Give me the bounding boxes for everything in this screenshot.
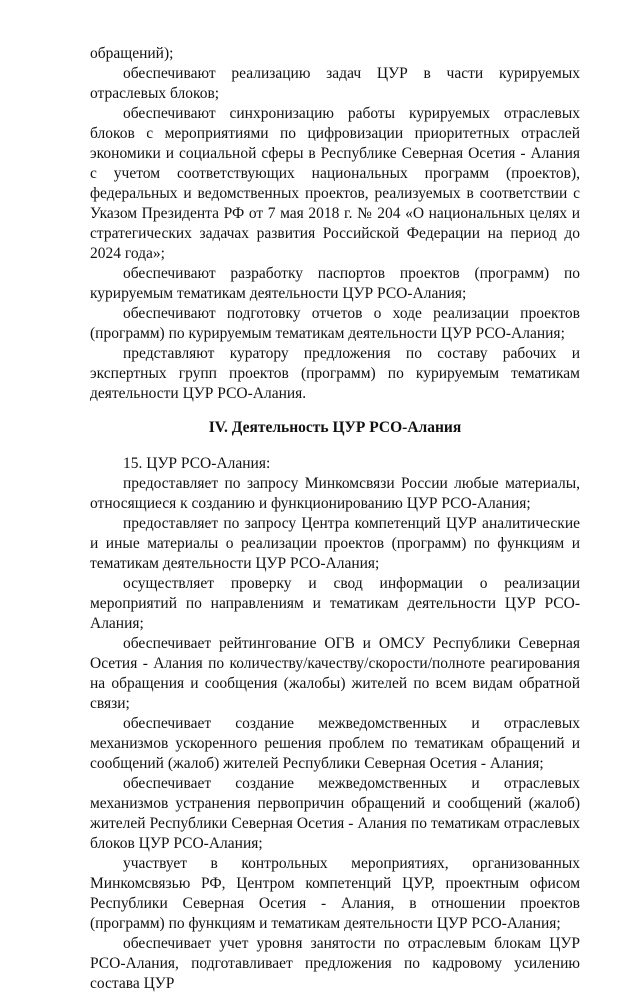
paragraph-materials-ministry: предоставляет по запросу Минкомсвязи России любые материалы, относящиеся к созданию и функционированию ЦУР РСО-Алания; <box>90 475 580 512</box>
paragraph-reports: обеспечивают подготовку отчетов о ходе реализации проектов (программ) по курируемым тематикам деятельности ЦУР РСО-Алания; <box>90 305 580 342</box>
paragraph-control-activities: участвует в контрольных мероприятиях, организованных Минкомсвязью РФ, Центром компетенций ЦУР, проектным офисом Республики Северная Осетия - Алания, в отношении проектов (программ) по функциям и тематикам деятельности ЦУР РСО-Алания; <box>90 855 580 932</box>
paragraph-working-groups: представляют куратору предложения по составу рабочих и экспертных групп проектов (программ) по курируемым тематикам деятельности ЦУР РСО-Алания. <box>90 345 580 402</box>
document-body <box>90 44 580 994</box>
paragraph-rating: обеспечивает рейтингование ОГВ и ОМСУ Республики Северная Осетия - Алания по количеству/качеству/скорости/полноте реагирования на обращения и сообщения (жалобы) жителей по всем видам обратной связи; <box>90 635 580 712</box>
paragraph-root-causes: обеспечивает создание межведомственных и отраслевых механизмов устранения первопричин обращений и сообщений (жалоб) жителей Республики Северная Осетия - Алания по тематикам отраслевых блоков ЦУР РСО-Алания; <box>90 775 580 852</box>
paragraph-materials-competence-center: предоставляет по запросу Центра компетенций ЦУР аналитические и иные материалы о реализации проектов (программ) по функциям и тематикам деятельности ЦУР РСО-Алания; <box>90 515 580 572</box>
section-heading: IV. Деятельность ЦУР РСО-Алания <box>208 419 462 436</box>
paragraph-employment: обеспечивает учет уровня занятости по отраслевым блокам ЦУР РСО-Алания, подготавливает предложения по кадровому усилению состава ЦУР <box>90 935 580 992</box>
paragraph-continuation: обращений); <box>90 45 174 62</box>
paragraph-accelerated-solution: обеспечивает создание межведомственных и отраслевых механизмов ускоренного решения проблем по тематикам обращений и сообщений (жалоб) жителей Республики Северная Осетия - Алания; <box>90 715 580 772</box>
paragraph-synchronization: обеспечивают синхронизацию работы курируемых отраслевых блоков с мероприятиями по цифровизации приоритетных отраслей экономики и социальной сферы в Республике Северная Осетия - Алания с учетом соответствующих национальных программ (проектов), федеральных и ведомственных проектов, реализуемых в соответствии с Указом Президента РФ от 7 мая 2018 г. № 204 «О национальных целях и стратегических задачах развития Российской Федерации на период до 2024 года»; <box>90 105 580 262</box>
paragraph-item-15: 15. ЦУР РСО-Алания: <box>123 455 271 472</box>
paragraph-verification: осуществляет проверку и свод информации о реализации мероприятий по направлениям и тематикам деятельности ЦУР РСО-Алания; <box>90 575 580 632</box>
paragraph-sector-tasks: обеспечивают реализацию задач ЦУР в части курируемых отраслевых блоков; <box>90 65 580 102</box>
paragraph-passports: обеспечивают разработку паспортов проектов (программ) по курируемым тематикам деятельности ЦУР РСО-Алания; <box>90 265 580 302</box>
